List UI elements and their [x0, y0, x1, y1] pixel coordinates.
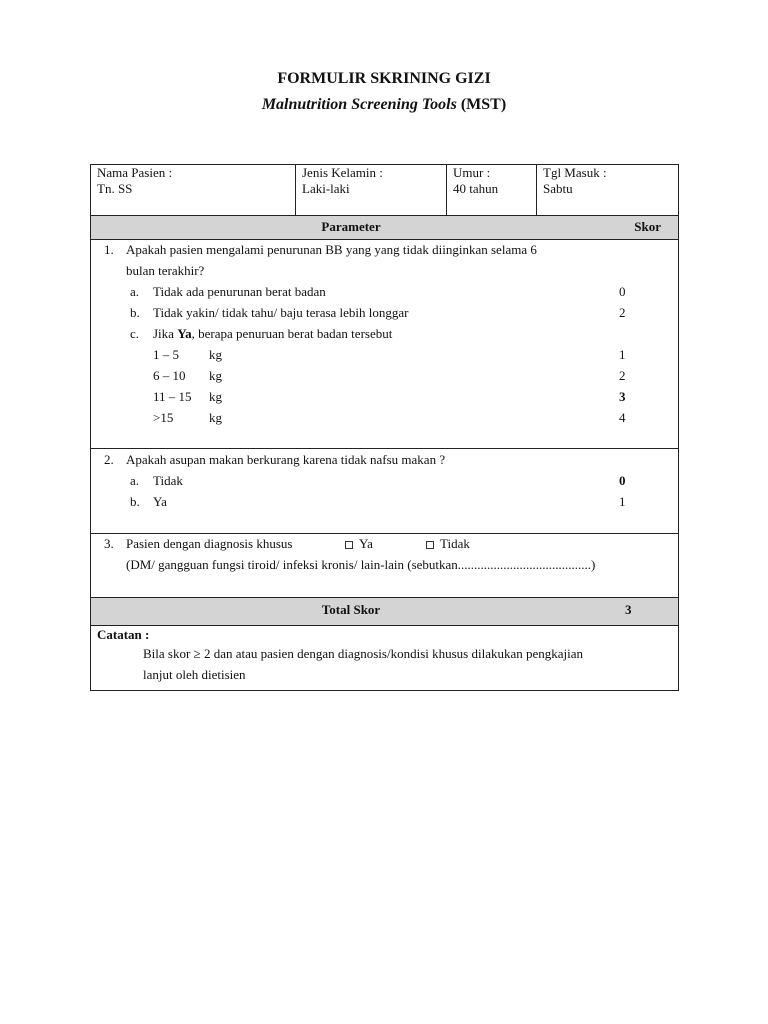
patient-name-label: Nama Pasien :	[97, 165, 173, 180]
total-score-value: 3	[625, 602, 632, 617]
range-1-label: 1 – 5	[153, 347, 179, 362]
admit-date-cell	[537, 165, 678, 215]
subtitle-italic: Malnutrition Screening Tools	[261, 96, 457, 113]
range-4-score: 4	[619, 410, 626, 425]
range-2-unit: kg	[209, 368, 222, 383]
patient-name-value: Tn. SS	[97, 181, 133, 196]
q2-b-letter: b.	[130, 494, 140, 509]
parameter-header-row	[91, 215, 678, 239]
q1-text-line1: Apakah pasien mengalami penurunan BB yang yang tidak diinginkan selama 6	[126, 242, 537, 257]
checkbox-no[interactable]	[426, 541, 434, 549]
form-subtitle	[0, 96, 768, 114]
q1-b-letter: b.	[130, 305, 140, 320]
range-3-score: 3	[619, 389, 626, 404]
q3-option-no[interactable]	[426, 536, 470, 552]
range-1-unit: kg	[209, 347, 222, 362]
range-1-score: 1	[619, 347, 626, 362]
patient-info-row	[91, 165, 678, 215]
range-3-label: 11 – 15	[153, 389, 192, 404]
checkbox-yes[interactable]	[345, 541, 353, 549]
form-title: FORMULIR SKRINING GIZI	[277, 70, 491, 87]
q3-note: (DM/ gangguan fungsi tiroid/ infeksi kronis/ lain-lain (sebutkan.........................................)	[126, 557, 596, 572]
notes-line1: Bila skor ≥ 2 dan atau pasien dengan diagnosis/kondisi khusus dilakukan pengkajian	[143, 646, 584, 661]
q1-a-score: 0	[619, 284, 626, 299]
range-2-score: 2	[619, 368, 626, 383]
q1-c-letter: c.	[130, 326, 140, 341]
q3-option-no-label: Tidak	[440, 536, 470, 551]
question-2-section	[91, 448, 678, 533]
admit-date-label: Tgl Masuk :	[543, 165, 607, 180]
q1-a-letter: a.	[130, 284, 140, 299]
q3-option-yes[interactable]	[345, 536, 373, 552]
q2-b-score: 1	[619, 494, 626, 509]
range-3-unit: kg	[209, 389, 222, 404]
total-score-label: Total Skor	[321, 602, 381, 617]
gender-cell	[296, 165, 447, 215]
age-cell	[447, 165, 537, 215]
q3-number: 3.	[104, 536, 114, 551]
q2-a-letter: a.	[130, 473, 140, 488]
q1-c-text-post: , berapa penuruan berat badan tersebut	[191, 326, 393, 341]
subtitle-bold: (MST)	[460, 96, 507, 113]
patient-name-cell	[91, 165, 296, 215]
q2-number: 2.	[104, 452, 114, 467]
q3-text: Pasien dengan diagnosis khusus	[126, 536, 293, 551]
q2-b-text: Ya	[153, 494, 167, 509]
q2-a-text: Tidak	[153, 473, 183, 488]
age-label: Umur :	[453, 165, 491, 180]
q3-option-yes-label: Ya	[359, 536, 373, 551]
q2-a-score: 0	[619, 473, 626, 488]
q2-text: Apakah asupan makan berkurang karena tidak nafsu makan ?	[126, 452, 446, 467]
admit-date-value: Sabtu	[543, 181, 573, 196]
notes-section	[91, 625, 678, 690]
q1-number: 1.	[104, 242, 114, 257]
notes-line2: lanjut oleh dietisien	[143, 667, 246, 682]
range-4-unit: kg	[209, 410, 222, 425]
parameter-header: Parameter	[321, 219, 381, 234]
q1-text-line2: bulan terakhir?	[126, 263, 205, 278]
q1-c-text-pre: Jika	[153, 326, 178, 341]
q1-c-text-bold: Ya	[177, 326, 192, 341]
question-3-section	[91, 533, 678, 597]
range-2-label: 6 – 10	[153, 368, 186, 383]
notes-label: Catatan :	[97, 627, 150, 642]
question-1-section	[91, 239, 678, 448]
gender-value: Laki-laki	[302, 181, 350, 196]
total-score-row	[91, 597, 678, 625]
score-header: Skor	[634, 219, 661, 234]
q1-b-text: Tidak yakin/ tidak tahu/ baju terasa lebih longgar	[153, 305, 409, 320]
q1-c-text	[153, 326, 392, 342]
screening-form-table	[90, 164, 679, 691]
age-value: 40 tahun	[453, 181, 499, 196]
q1-b-score: 2	[619, 305, 626, 320]
gender-label: Jenis Kelamin :	[302, 165, 383, 180]
range-4-label: >15	[153, 410, 174, 425]
q1-a-text: Tidak ada penurunan berat badan	[153, 284, 326, 299]
